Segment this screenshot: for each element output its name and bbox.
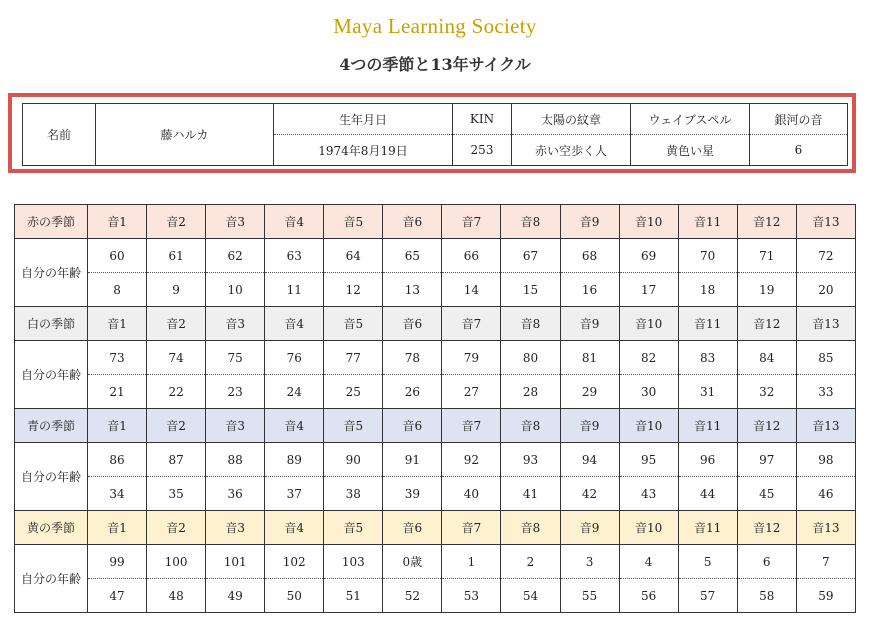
tone-header-cell: 音12 [737,205,796,239]
age-cell: 4 [619,545,678,579]
age-cell: 15 [501,273,560,307]
age-row-upper [15,443,856,477]
age-cell: 77 [324,341,383,375]
age-cell: 66 [442,239,501,273]
age-cell: 63 [265,239,324,273]
tone-header-cell: 音2 [147,307,206,341]
age-cell: 2 [501,545,560,579]
tone-header-cell: 音10 [619,511,678,545]
age-cell: 21 [88,375,147,409]
tone-header-cell: 音6 [383,511,442,545]
age-cell: 6 [737,545,796,579]
age-cell: 48 [147,579,206,613]
age-cell: 37 [265,477,324,511]
age-cell: 27 [442,375,501,409]
tone-header-cell: 音9 [560,409,619,443]
age-row-lower [15,477,856,511]
tone-header-cell: 音2 [147,409,206,443]
tone-header-cell: 音3 [206,511,265,545]
age-cell: 16 [560,273,619,307]
tone-header-cell: 音13 [796,307,855,341]
tone-header-cell: 音1 [88,205,147,239]
age-cell: 91 [383,443,442,477]
tone-header-cell: 音11 [678,409,737,443]
age-cell: 72 [796,239,855,273]
age-cell: 23 [206,375,265,409]
tone-header-cell: 音4 [265,409,324,443]
season-label: 青の季節 [15,409,88,443]
age-cell: 46 [796,477,855,511]
age-cell: 76 [265,341,324,375]
age-cell: 20 [796,273,855,307]
age-cell: 80 [501,341,560,375]
age-cell: 85 [796,341,855,375]
age-cell: 81 [560,341,619,375]
age-cell: 51 [324,579,383,613]
tone-header-cell: 音12 [737,511,796,545]
age-cell: 43 [619,477,678,511]
age-cell: 71 [737,239,796,273]
age-cell: 65 [383,239,442,273]
age-cell: 53 [442,579,501,613]
age-cell: 61 [147,239,206,273]
age-cell: 52 [383,579,442,613]
page-title: Maya Learning Society [333,14,537,38]
age-cell: 18 [678,273,737,307]
age-cell: 1 [442,545,501,579]
age-cell: 11 [265,273,324,307]
page-subtitle: 4つの季節と13年サイクル [339,55,531,74]
age-cell: 33 [796,375,855,409]
wavespell-label: ウェイブスペル [631,104,750,135]
age-cell: 62 [206,239,265,273]
age-cell: 90 [324,443,383,477]
age-cell: 31 [678,375,737,409]
age-cell: 10 [206,273,265,307]
age-cell: 56 [619,579,678,613]
age-cell: 84 [737,341,796,375]
age-cell: 40 [442,477,501,511]
season-label: 黄の季節 [15,511,88,545]
tone-header-cell: 音4 [265,511,324,545]
age-cell: 26 [383,375,442,409]
galactic-tone-label: 銀河の音 [750,104,848,135]
tone-header-cell: 音7 [442,205,501,239]
age-cell: 45 [737,477,796,511]
age-cell: 88 [206,443,265,477]
tone-header-cell: 音9 [560,511,619,545]
age-cell: 93 [501,443,560,477]
name-value: 藤ハルカ [96,104,274,166]
age-cell: 12 [324,273,383,307]
age-cell: 75 [206,341,265,375]
age-cell: 44 [678,477,737,511]
birth-value: 1974年8月19日 [274,135,453,166]
tone-header-cell: 音6 [383,307,442,341]
age-cell: 30 [619,375,678,409]
tone-header-cell: 音2 [147,511,206,545]
age-cell: 58 [737,579,796,613]
age-cell: 38 [324,477,383,511]
age-cell: 92 [442,443,501,477]
tone-header-cell: 音4 [265,205,324,239]
age-cell: 98 [796,443,855,477]
kin-value: 253 [453,135,512,166]
age-cell: 24 [265,375,324,409]
age-cell: 59 [796,579,855,613]
age-cell: 19 [737,273,796,307]
tone-header-cell: 音11 [678,205,737,239]
age-row-lower [15,579,856,613]
age-cell: 95 [619,443,678,477]
season-header-row [15,205,856,239]
age-row-upper [15,545,856,579]
age-cell: 96 [678,443,737,477]
galactic-tone-value: 6 [750,135,848,166]
tone-header-cell: 音9 [560,307,619,341]
age-cell: 14 [442,273,501,307]
age-cell: 55 [560,579,619,613]
age-cell: 0歳 [383,545,442,579]
tone-header-cell: 音10 [619,409,678,443]
tone-header-cell: 音8 [501,511,560,545]
season-header-row [15,409,856,443]
age-cell: 89 [265,443,324,477]
tone-header-cell: 音4 [265,307,324,341]
tone-header-cell: 音13 [796,205,855,239]
tone-header-cell: 音1 [88,511,147,545]
age-cell: 5 [678,545,737,579]
age-cell: 64 [324,239,383,273]
age-cell: 54 [501,579,560,613]
age-label: 自分の年齢 [15,341,88,409]
age-cell: 57 [678,579,737,613]
tone-header-cell: 音10 [619,307,678,341]
age-cell: 13 [383,273,442,307]
age-cell: 78 [383,341,442,375]
tone-header-cell: 音3 [206,205,265,239]
tone-header-cell: 音7 [442,307,501,341]
kin-label: KIN [453,104,512,135]
name-label: 名前 [23,104,96,166]
tone-header-cell: 音10 [619,205,678,239]
age-cell: 82 [619,341,678,375]
season-header-row [15,511,856,545]
age-cell: 3 [560,545,619,579]
tone-header-cell: 音9 [560,205,619,239]
tone-header-cell: 音12 [737,409,796,443]
tone-header-cell: 音8 [501,409,560,443]
birth-label: 生年月日 [274,104,453,135]
age-cell: 70 [678,239,737,273]
wavespell-value: 黄色い星 [631,135,750,166]
tone-header-cell: 音5 [324,511,383,545]
age-cell: 42 [560,477,619,511]
tone-header-cell: 音3 [206,409,265,443]
age-cell: 34 [88,477,147,511]
profile-frame [8,93,856,173]
age-row-lower [15,273,856,307]
age-row-upper [15,239,856,273]
age-cell: 60 [88,239,147,273]
age-cell: 68 [560,239,619,273]
age-row-upper [15,341,856,375]
tone-header-cell: 音11 [678,307,737,341]
age-cell: 83 [678,341,737,375]
season-label: 赤の季節 [15,205,88,239]
age-cell: 35 [147,477,206,511]
tone-header-cell: 音6 [383,205,442,239]
tone-header-cell: 音13 [796,511,855,545]
age-cell: 100 [147,545,206,579]
tone-header-cell: 音11 [678,511,737,545]
age-cell: 87 [147,443,206,477]
age-cell: 102 [265,545,324,579]
age-cell: 79 [442,341,501,375]
age-cell: 86 [88,443,147,477]
tone-header-cell: 音5 [324,409,383,443]
tone-header-cell: 音1 [88,307,147,341]
tone-header-cell: 音7 [442,409,501,443]
age-cell: 25 [324,375,383,409]
age-cell: 8 [88,273,147,307]
age-cell: 49 [206,579,265,613]
age-cell: 99 [88,545,147,579]
season-header-row [15,307,856,341]
tone-header-cell: 音6 [383,409,442,443]
age-cell: 47 [88,579,147,613]
tone-header-cell: 音2 [147,205,206,239]
age-cell: 103 [324,545,383,579]
age-cell: 97 [737,443,796,477]
sun-value: 赤い空歩く人 [512,135,631,166]
age-cell: 73 [88,341,147,375]
age-cell: 41 [501,477,560,511]
sun-label: 太陽の紋章 [512,104,631,135]
age-label: 自分の年齢 [15,443,88,511]
tone-header-cell: 音7 [442,511,501,545]
age-cell: 69 [619,239,678,273]
age-cell: 17 [619,273,678,307]
tone-header-cell: 音8 [501,205,560,239]
age-cell: 7 [796,545,855,579]
age-cell: 39 [383,477,442,511]
age-cell: 67 [501,239,560,273]
age-cell: 29 [560,375,619,409]
profile-table [22,103,848,166]
age-cell: 94 [560,443,619,477]
age-cell: 74 [147,341,206,375]
age-label: 自分の年齢 [15,239,88,307]
tone-header-cell: 音8 [501,307,560,341]
age-row-lower [15,375,856,409]
season-label: 白の季節 [15,307,88,341]
age-cell: 9 [147,273,206,307]
age-cell: 28 [501,375,560,409]
tone-header-cell: 音1 [88,409,147,443]
age-cell: 32 [737,375,796,409]
tone-header-cell: 音5 [324,307,383,341]
age-cell: 22 [147,375,206,409]
tone-header-cell: 音12 [737,307,796,341]
tone-header-cell: 音13 [796,409,855,443]
age-cell: 50 [265,579,324,613]
tone-header-cell: 音3 [206,307,265,341]
tone-header-cell: 音5 [324,205,383,239]
season-cycle-table [14,204,856,613]
age-label: 自分の年齢 [15,545,88,613]
age-cell: 101 [206,545,265,579]
age-cell: 36 [206,477,265,511]
